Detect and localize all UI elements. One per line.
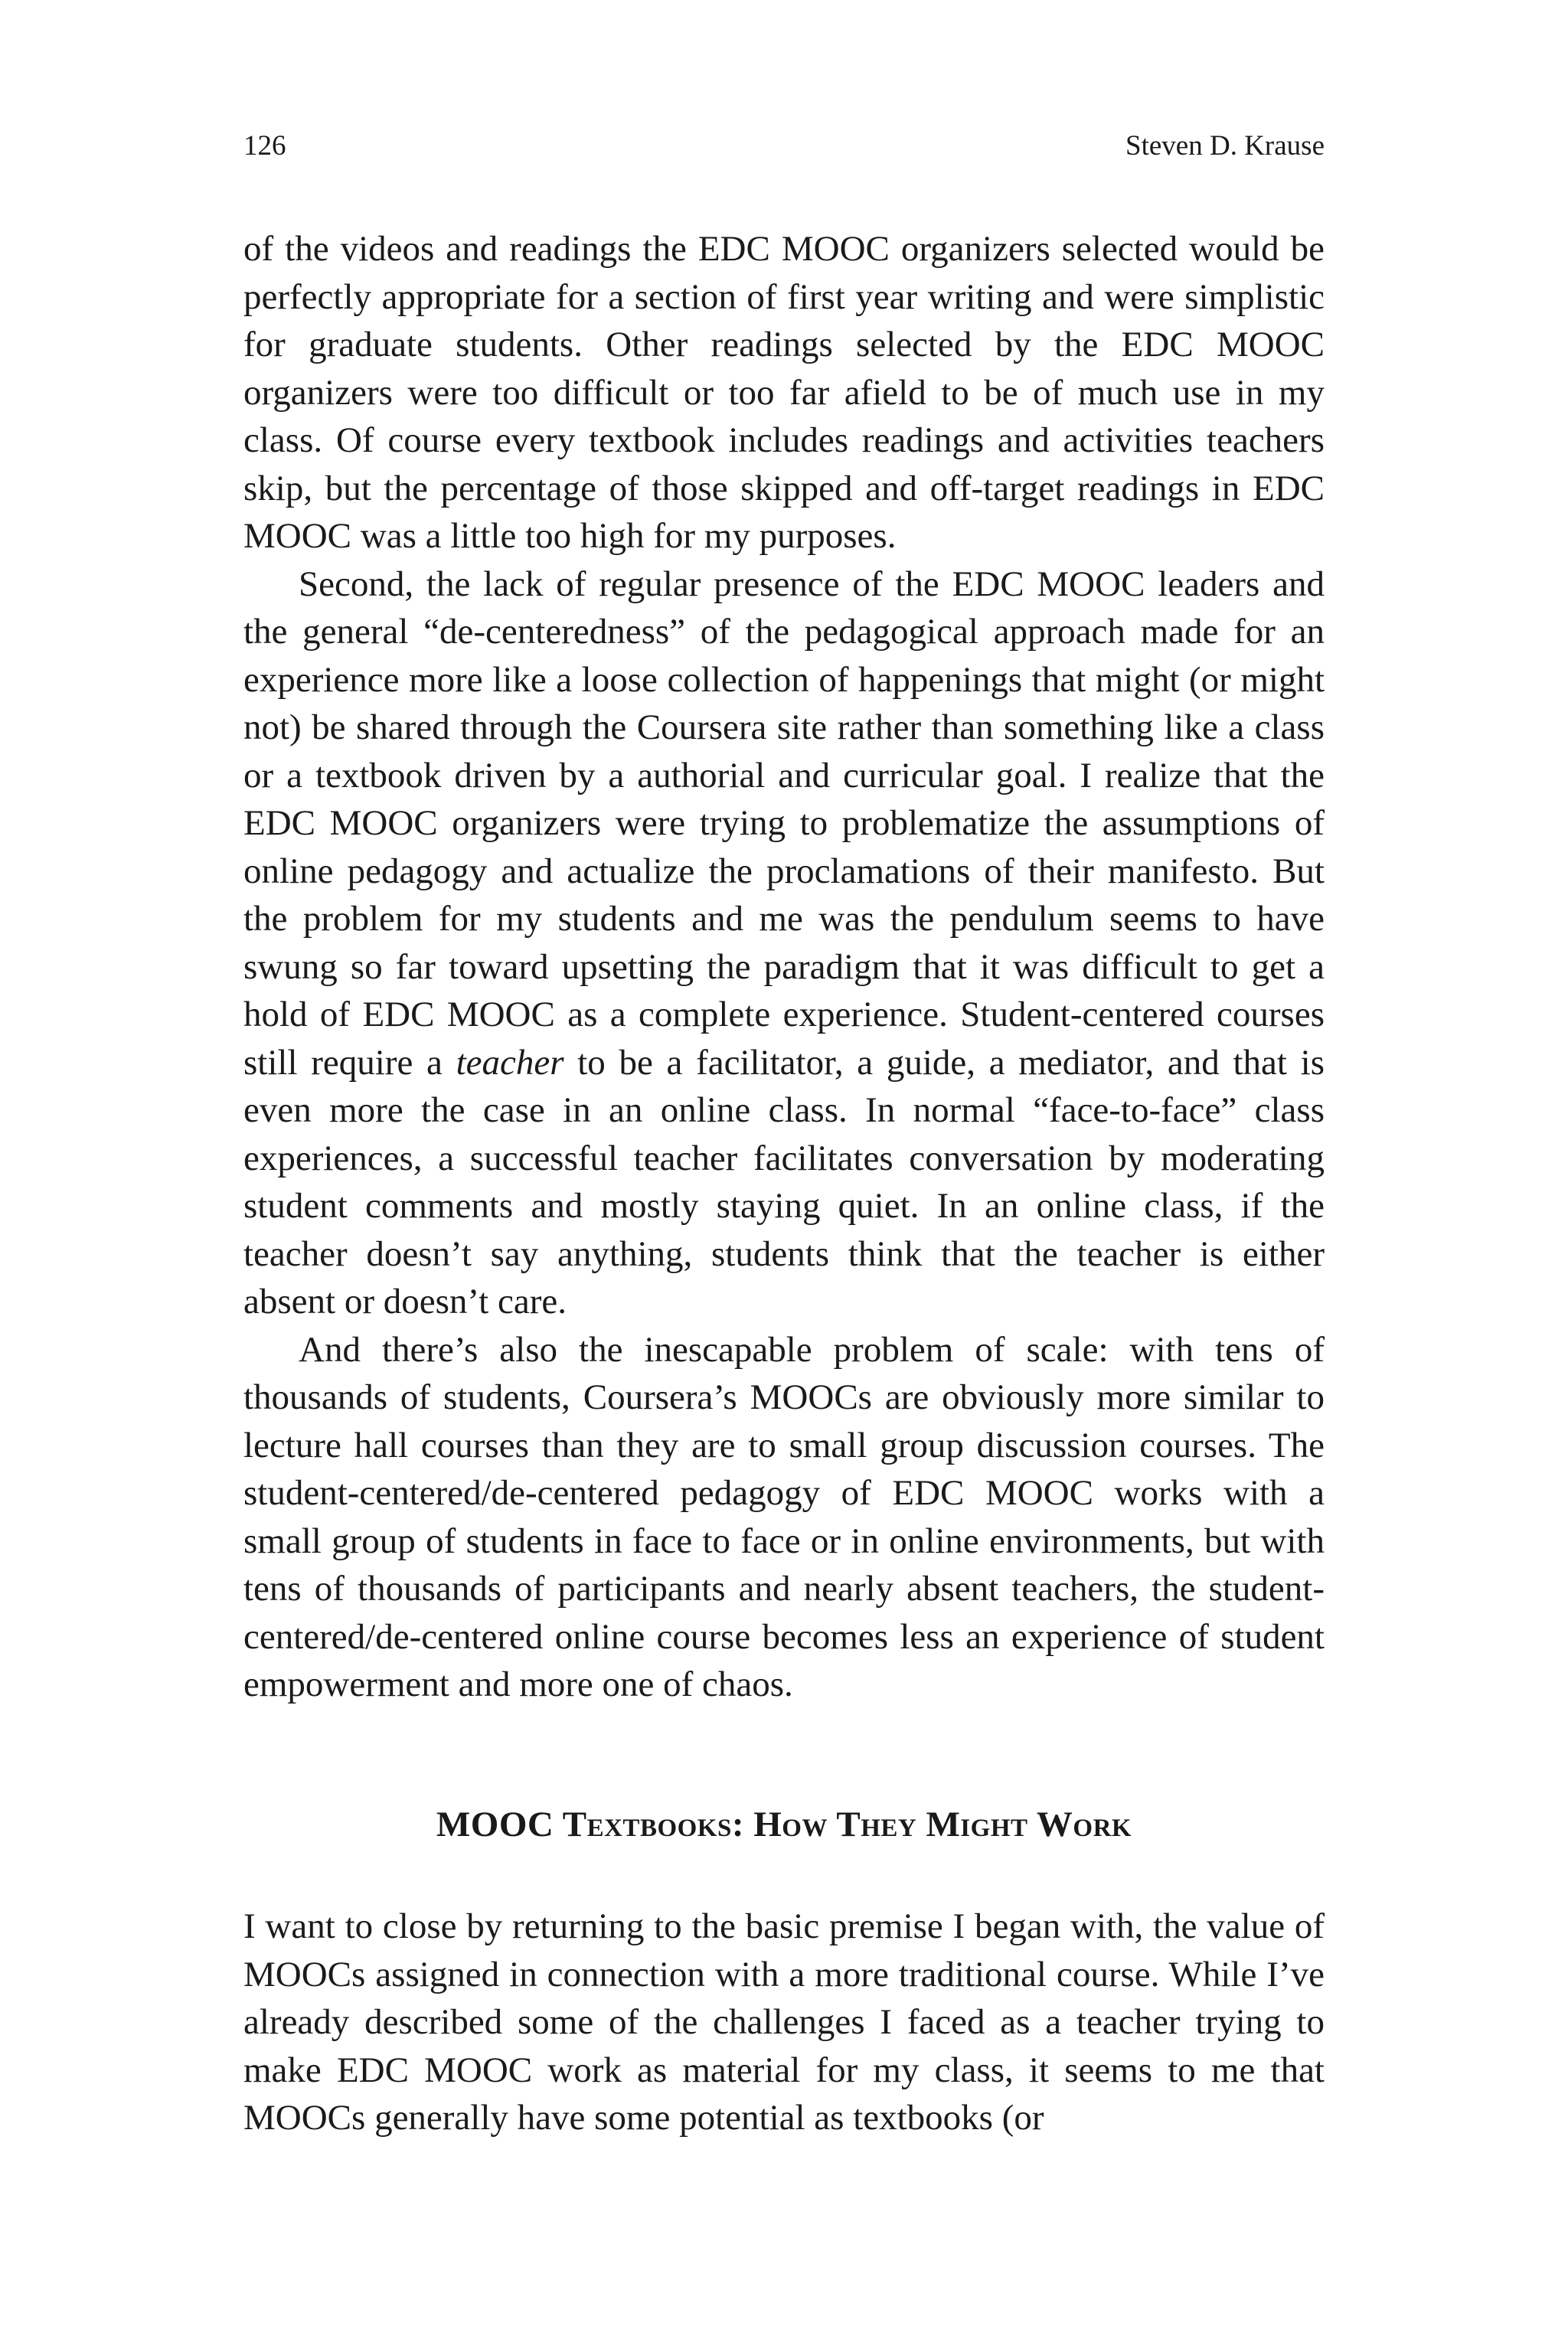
running-head-author: Steven D. Krause: [1125, 130, 1325, 162]
paragraph-second-text-end: to be a facilitator, a guide, a mediator, and that is even more the case in an online class. In normal “face-to-face” class experiences, a successful teacher facilitates conversation by moderating student comments and mostly staying quiet. In an online class, if the teacher doesn’t say anything, students think that the teacher is either absent or doesn’t care.: [243, 1042, 1325, 1321]
body-text-upper: [243, 225, 1325, 1709]
section-heading: MOOC Textbooks: How They Might Work: [436, 1805, 1132, 1844]
running-head: [243, 127, 1325, 165]
body-text-lower: [243, 1903, 1325, 2142]
paragraph-second: [243, 560, 1325, 1326]
paragraph-second-text-start: Second, the lack of regular presence of the EDC MOOC leaders and the general “de-centeredness” of the pedagogical approach made for an experience more like a loose collection of happenings that might (or might not) be shared through the Coursera site rather than something like a class or a textbook driven by a authorial and curricular goal. I realize that the EDC MOOC organizers were trying to problematize the assumptions of online pedagogy and actualize the proclamations of their manifesto. But the problem for my students and me was the pendulum seems to have swung so far toward upsetting the paradigm that it was difficult to get a hold of EDC MOOC as a complete experience. Student-centered courses still require a: [243, 564, 1325, 1083]
emphasis-teacher: teacher: [456, 1042, 564, 1083]
paragraph-scale: And there’s also the inescapable problem of scale: with tens of thousands of students, Coursera’s MOOCs are obviously more similar to lecture hall courses than they are to small group discussion courses. The student-centered/de-centered pedagogy of EDC MOOC works with a small group of students in face to face or in online environments, but with tens of thousands of participants and nearly absent teachers, the student-centered/de-centered online course becomes less an experience of student empowerment and more one of chaos.: [243, 1329, 1325, 1704]
paragraph-continued: of the videos and readings the EDC MOOC organizers selected would be perfectly appropriate for a section of first year writing and were simplistic for graduate students. Other readings selected by the EDC MOOC organizers were too difficult or too far afield to be of much use in my class. Of course every textbook includes readings and activities teachers skip, but the percentage of those skipped and off-target readings in EDC MOOC was a little too high for my purposes.: [243, 229, 1325, 556]
page-number: 126: [243, 130, 286, 162]
paragraph-closing: I want to close by returning to the basic premise I began with, the value of MOOCs assigned in connection with a more traditional course. While I’ve already described some of the challenges I faced as a teacher trying to make EDC MOOC work as material for my class, it seems to me that MOOCs generally have some potential as textbooks (or: [243, 1906, 1325, 2138]
